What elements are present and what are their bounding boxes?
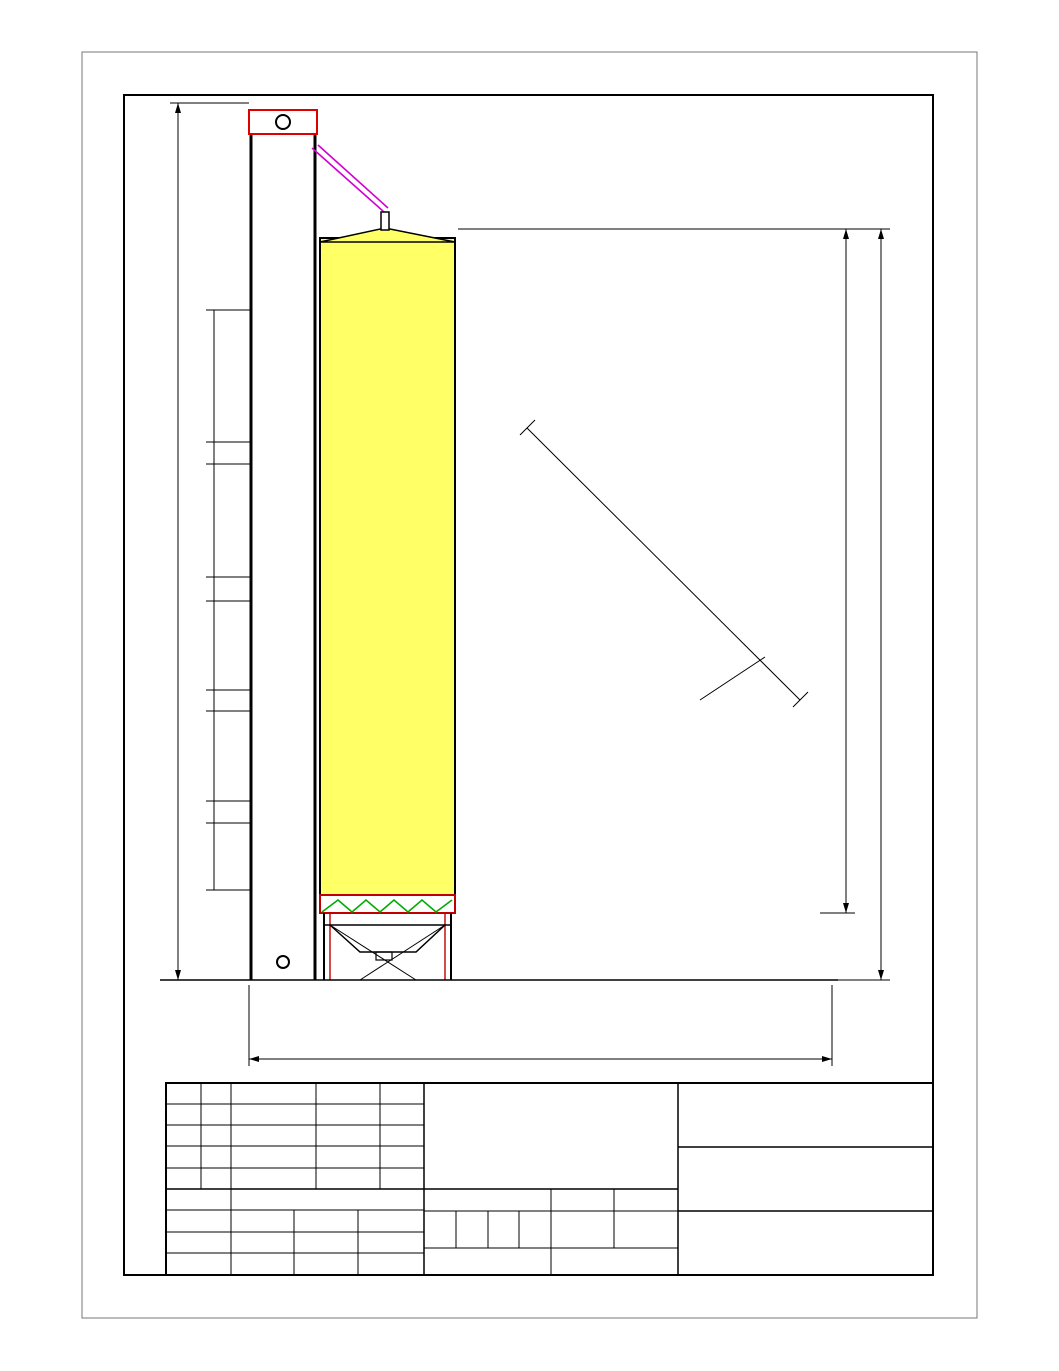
head-pulley xyxy=(276,115,290,129)
dryer-body xyxy=(320,238,455,895)
dimension-lines xyxy=(170,103,890,1066)
dryer-tower xyxy=(320,212,455,895)
title-block xyxy=(166,1083,933,1275)
discharge-base xyxy=(320,895,455,980)
tower-head-box xyxy=(249,110,317,134)
outer-border xyxy=(82,52,977,1318)
dimension-arrows xyxy=(175,103,884,1062)
distribution-conveyor xyxy=(312,145,388,212)
inlet-spout xyxy=(381,212,389,230)
drawing-frame xyxy=(124,95,933,1275)
boot-pulley xyxy=(277,956,289,968)
elevator-tower xyxy=(249,110,317,980)
